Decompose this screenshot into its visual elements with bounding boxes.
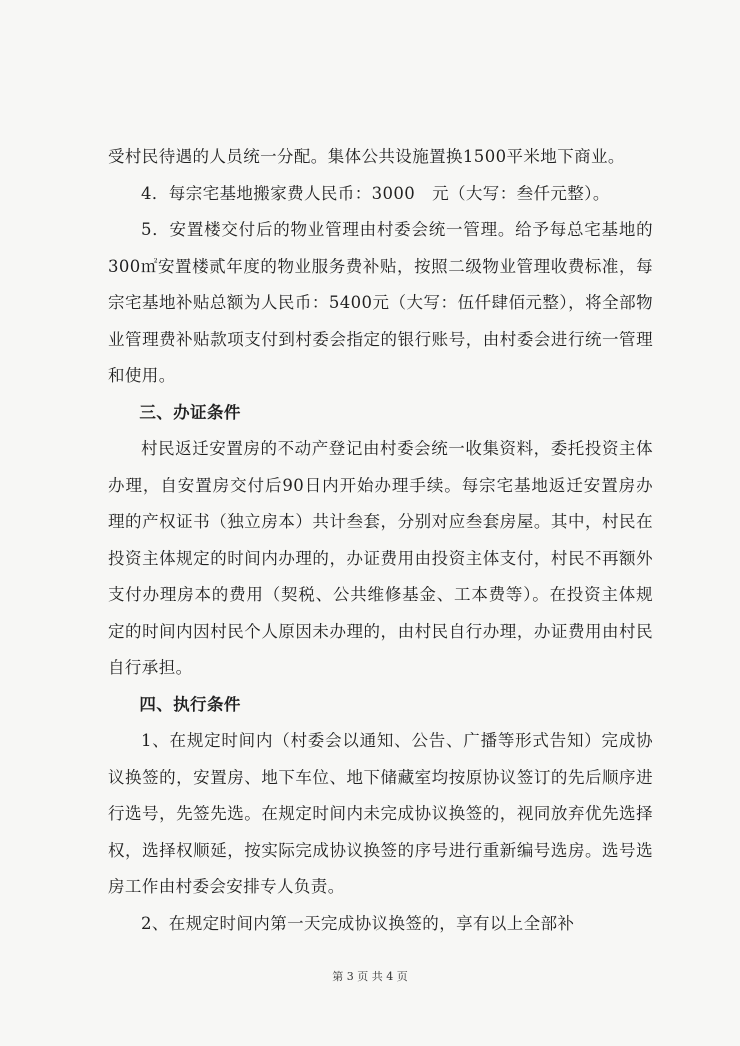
paragraph-moving-fee: 4．每宗宅基地搬家费人民币：3000 元（大写：叁仟元整）。 [141, 183, 610, 203]
paragraph-execution-1: 1、在规定时间内（村委会以通知、公告、广播等形式告知）完成协议换签的，安置房、地下车位、地下储藏室均按原协议签订的先后顺序进行选号，先签先选。在规定时间内未完成协议换签的，视同放弃优先选择权，选择权顺延，按实际完成协议换签的序号进行重新编号选房。选号选房工作由村委会安排专人负责。 [108, 731, 653, 896]
paragraph-execution-2: 2、在规定时间内第一天完成协议换签的，享有以上全部补 [141, 913, 575, 933]
page-number-footer: 第 3 页 共 4 页 [332, 970, 408, 983]
paragraph-continued: 受村民待遇的人员统一分配。集体公共设施置换1500平米地下商业。 [108, 147, 625, 166]
section-heading-certificate: 三、办证条件 [139, 402, 241, 422]
paragraph-certificate: 村民返迁安置房的不动产登记由村委会统一收集资料，委托投资主体办理，自安置房交付后90日内开始办理手续。每宗宅基地返迁安置房办理的产权证书（独立房本）共计叁套，分别对应叁套房屋。其中，村民在投资主体规定的时间内办理的，办证费用由投资主体支付，村民不再额外支付办理房本的费用（契税、公共维修基金、工本费等）。在投资主体规定的时间内因村民个人原因未办理的，由村民自行办理，办证费用由村民自行承担。 [108, 439, 653, 677]
paragraph-property-management: 5．安置楼交付后的物业管理由村委会统一管理。给予每总宅基地的300㎡安置楼贰年度的物业服务费补贴，按照二级物业管理收费标准，每宗宅基地补贴总额为人民币：5400元（大写：伍仟肆佰元整），将全部物业管理费补贴款项支付到村委会指定的银行账号，由村委会进行统一管理和使用。 [108, 220, 653, 385]
section-heading-execution: 四、执行条件 [139, 694, 241, 714]
document-body [108, 139, 653, 942]
